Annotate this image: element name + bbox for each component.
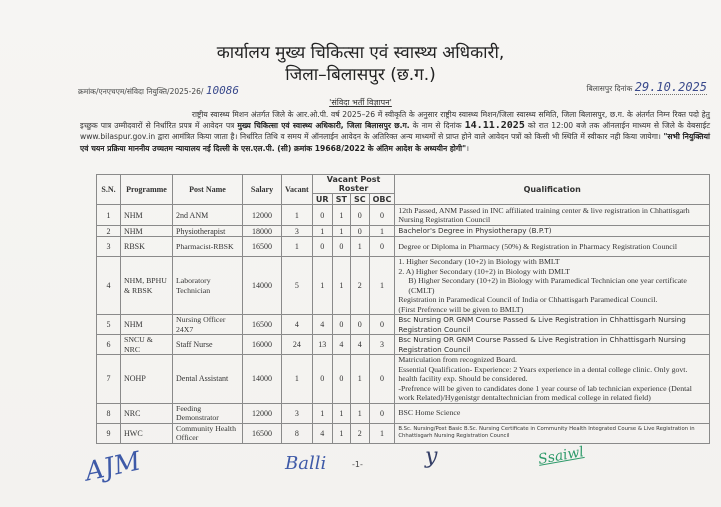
cell-sn: 8 [97,403,121,423]
cell-sn: 5 [97,315,121,335]
cell-st: 1 [332,226,350,237]
header-sn: S.N. [97,175,121,205]
date-prefix: बिलासपुर दिनांक [586,84,633,93]
table-row [97,205,710,226]
qualification-line: (First Prefrence will be given to BMLT) [398,304,524,314]
advertisement-paragraph [80,109,710,154]
cell-vacant: 8 [282,423,313,443]
cell-sn: 3 [97,237,121,257]
cell-salary: 14000 [243,257,282,315]
cell-st: 1 [332,423,350,443]
para-bold-court-notice: "सभी नियुक्तियां एवं चयन प्रक्रिया माननीय उच्चतम न्यायालय नई दिल्ली के एस.एल.पी. (सी) क्रमांक 19668/2022 के अंतिम आदेश के अध्ययीन होगी" [80,132,710,153]
cell-ur: 0 [312,237,332,257]
cell-salary: 12000 [243,403,282,423]
qualification-line: 1. Higher Secondary (10+2) in Biology with BMLT [398,257,560,266]
para-text-2: के नाम से दिनांक [409,121,465,131]
header-st: ST [332,194,350,205]
cell-qualification: Bsc Nursing OR GNM Course Passed & Live Registration in Chhattisgarh Nursing Registration Council [395,335,710,355]
cell-ur: 4 [312,423,332,443]
cell-vacant: 5 [282,257,313,315]
cell-sc: 0 [350,226,369,237]
cell-qualification: B.Sc. Nursing/Post Basic B.Sc. Nursing Certificate in Community Health Integrated Course & Live Registration in Chhattisgarh Nursing Registration Council [395,423,710,443]
cell-vacant: 1 [282,355,313,404]
cell-st: 1 [332,257,350,315]
cell-vacant: 1 [282,237,313,257]
cell-ur: 1 [312,403,332,423]
signature-2: Balli [285,453,327,474]
cell-post: Feeding Demonstrator [173,403,243,423]
header-qualification: Qualification [395,175,710,205]
cell-obc: 0 [369,315,395,335]
table-row [97,257,710,315]
cell-ur: 4 [312,315,332,335]
table-row [97,226,710,237]
cell-st: 0 [332,237,350,257]
cell-vacant: 4 [282,315,313,335]
header-programme: Programme [121,175,173,205]
cell-post: Pharmacist-RBSK [173,237,243,257]
cell-sc: 1 [350,355,369,404]
para-text-3: को रात 12:00 बजे तक ऑनलाईन माध्यम से जिले के वेबसाईट www.bilaspur.gov.in द्वारा आमंत्रित किया जाता है। निर्धारित तिथि व समय में ऑनलाईन आवेदन के अतिरिक्त अन्य माध्यमों से प्राप्त होने वाले आवेदन पत्रों को किसी भी स्थिति में स्वीकार नही किया जायेगा। [80,121,711,142]
cell-st: 1 [332,205,350,226]
table-row [97,423,710,443]
cell-qualification: Bachelor's Degree in Physiotherapy (B.P.T) [395,226,710,237]
para-end: । [466,143,469,153]
cell-sc: 2 [350,423,369,443]
vacancy-table [96,174,710,444]
cell-qualification: Degree or Diploma in Pharmacy (50%) & Registration in Pharmacy Registration Council [395,237,710,257]
table-row [97,403,710,423]
cell-sc: 0 [350,315,369,335]
page-number: -1- [352,460,363,469]
cell-sn: 7 [97,355,121,404]
cell-vacant: 1 [282,205,313,226]
cell-obc: 1 [369,423,395,443]
cell-vacant: 3 [282,226,313,237]
para-bold-authority: मुख्य चिकित्सा एवं स्वास्थ्य अधिकारी, जिला बिलासपुर छ.ग. [237,121,410,131]
cell-post: Physiotherapist [173,226,243,237]
cell-qualification [395,257,710,315]
cell-programme: NOHP [121,355,173,404]
cell-obc: 0 [369,237,395,257]
cell-qualification: 12th Passed, ANM Passed in INC affiliated training center & live registration in Chhattisgarh Nursing Registration Council [395,205,710,226]
date-handwritten-value: 29.10.2025 [634,80,707,94]
cell-ur: 0 [312,205,332,226]
cell-obc: 3 [369,335,395,355]
cell-vacant: 24 [282,335,313,355]
cell-salary: 12000 [243,205,282,226]
cell-programme: HWC [121,423,173,443]
cell-ur: 0 [312,355,332,404]
para-text-1: राष्ट्रीय स्वास्थ्य मिशन अंतर्गत जिले के आर.ओ.पी. वर्ष 2025–26 में स्वीकृति के अनुसार राष्ट्रीय स्वास्थ्य मिशन/जिला स्वास्थ्य समिति, जिला बिलासपुर, छ.ग. के अंतर्गत निम्न रिक्त पदो हेतु इच्छुक पात्र उम्मीदवारों से निर्धारित प्रपत्र में आवेदन पत्र [80,110,710,131]
cell-sc: 1 [350,237,369,257]
cell-qualification: BSC Home Science [395,403,710,423]
cell-sn: 2 [97,226,121,237]
cell-st: 0 [332,315,350,335]
cell-qualification: Bsc Nursing OR GNM Course Passed & Live Registration in Chhattisgarh Nursing Registration Council [395,315,710,335]
cell-post: Nursing Officer 24X7 [173,315,243,335]
table-row [97,335,710,355]
cell-obc: 0 [369,403,395,423]
cell-programme: NHM [121,226,173,237]
issue-date [587,80,707,94]
cell-sc: 0 [350,205,369,226]
cell-sc: 4 [350,335,369,355]
cell-ur: 13 [312,335,332,355]
cell-salary: 14000 [243,355,282,404]
cell-sn: 1 [97,205,121,226]
subject-text: 'संविदा भर्ती विज्ञापन' [329,98,392,107]
cell-vacant: 3 [282,403,313,423]
header-post-name: Post Name [173,175,243,205]
deadline-handwritten-date: 14.11.2025 [464,120,525,132]
cell-post: Staff Nurse [173,335,243,355]
cell-programme: SNCU & NRC [121,335,173,355]
cell-salary: 16000 [243,335,282,355]
cell-sn: 9 [97,423,121,443]
signature-3: y [425,444,438,469]
cell-st: 4 [332,335,350,355]
cell-sc: 1 [350,403,369,423]
table-row [97,355,710,404]
cell-obc: 1 [369,226,395,237]
subject-heading [0,97,721,108]
cell-obc: 1 [369,257,395,315]
reference-handwritten-number: 10086 [205,84,239,97]
cell-obc: 0 [369,205,395,226]
header-obc: OBC [369,194,395,205]
signature-1: AJM [82,446,144,488]
cell-post: Dental Assistant [173,355,243,404]
office-title-line1: कार्यालय मुख्य चिकित्सा एवं स्वास्थ्य अधिकारी, [216,43,505,63]
cell-sn: 4 [97,257,121,315]
cell-sc: 2 [350,257,369,315]
cell-post: Laboratory Technician [173,257,243,315]
header-roster-group: Vacant Post Roster [312,175,395,194]
table-row [97,315,710,335]
reference-prefix: क्रमांक/एनएचएम/संविदा नियुक्ति/2025-26/ [78,87,204,96]
cell-programme: NRC [121,403,173,423]
cell-salary: 16500 [243,315,282,335]
qualification-line: Matriculation from recognized Board. [398,355,518,364]
cell-ur: 1 [312,226,332,237]
cell-sn: 6 [97,335,121,355]
cell-salary: 16500 [243,237,282,257]
cell-programme: RBSK [121,237,173,257]
reference-number [78,84,239,97]
cell-salary: 18000 [243,226,282,237]
qualification-line: -Prefrence will be given to candidates done 1 year course of lab technician experience (Dental work Related)/Hygenistgr dentaltechnician from medical college in related field) [398,383,692,402]
cell-post: 2nd ANM [173,205,243,226]
cell-post: Community Health Officer [173,423,243,443]
signature-4: Ssaiwl [536,444,586,468]
cell-obc: 0 [369,355,395,404]
cell-salary: 16500 [243,423,282,443]
qualification-line: Essential Qualification- Experience: 2 Years experience in a dental college clinic. Only govt. health facility exp. Should be considered. [398,364,688,383]
cell-programme: NHM, BPHU & RBSK [121,257,173,315]
header-salary: Salary [243,175,282,205]
cell-qualification [395,355,710,404]
office-title-line2: जिला–बिलासपुर (छ.ग.) [285,65,436,85]
cell-programme: NHM [121,315,173,335]
table-row [97,237,710,257]
cell-st: 0 [332,355,350,404]
header-sc: SC [350,194,369,205]
qualification-line: 2. A) Higher Secondary (10+2) in Biology with DMLT [398,266,570,276]
cell-programme: NHM [121,205,173,226]
qualification-line: B) Higher Secondary (10+2) in Biology with Paramedical Technician one year certificate (CMLT) [408,276,687,295]
header-ur: UR [312,194,332,205]
cell-ur: 1 [312,257,332,315]
header-vacant: Vacant [282,175,313,205]
qualification-line: Registration in Paramedical Council of India or Chhattisgarh Paramedical Council. [398,295,658,304]
cell-st: 1 [332,403,350,423]
